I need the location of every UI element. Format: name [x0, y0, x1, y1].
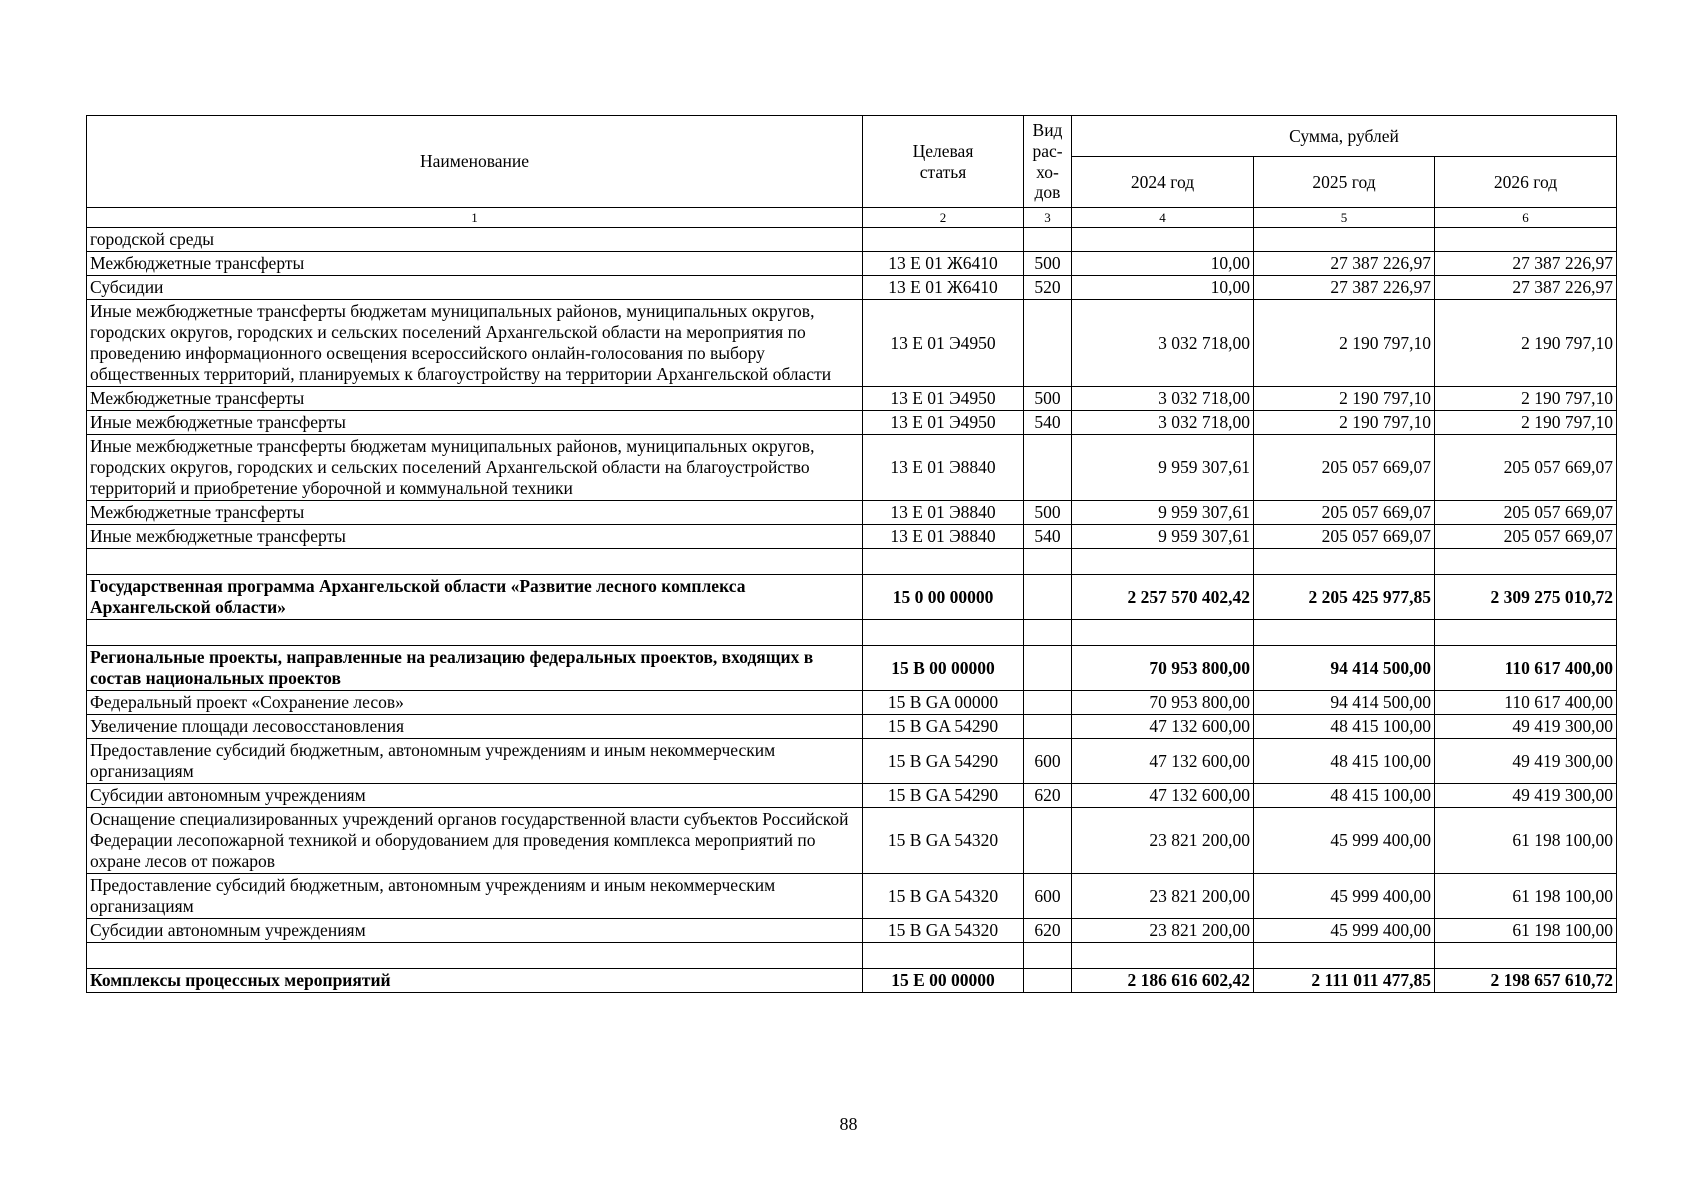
row-amount-2026-cell: 49 419 300,00 [1435, 715, 1617, 739]
row-amount-2025-cell: 2 190 797,10 [1254, 411, 1435, 435]
row-amount-2026-cell: 27 387 226,97 [1435, 252, 1617, 276]
table-body [87, 228, 1617, 993]
table-row [87, 715, 1617, 739]
row-name-cell: Иные межбюджетные трансферты бюджетам муниципальных районов, муниципальных округов, городских округов, городских и сельских поселений Архангельской области на благоустройство территорий и приобретение уборочной и коммунальной техники [87, 435, 863, 501]
header-code: Целевая статья [863, 116, 1024, 208]
row-vid-cell: 500 [1024, 501, 1072, 525]
row-amount-2026-cell: 205 057 669,07 [1435, 501, 1617, 525]
row-code-cell: 15 В GA 00000 [863, 691, 1024, 715]
row-code-cell: 13 Е 01 Э4950 [863, 300, 1024, 387]
row-vid-cell: 600 [1024, 874, 1072, 919]
row-amount-2025-cell [1254, 943, 1435, 969]
row-amount-2026-cell [1435, 228, 1617, 252]
table-row [87, 646, 1617, 691]
header-year-2026: 2026 год [1435, 157, 1617, 208]
row-amount-2024-cell: 3 032 718,00 [1072, 387, 1254, 411]
row-amount-2026-cell: 110 617 400,00 [1435, 646, 1617, 691]
row-amount-2025-cell: 45 999 400,00 [1254, 808, 1435, 874]
row-amount-2025-cell: 2 190 797,10 [1254, 300, 1435, 387]
row-amount-2025-cell: 205 057 669,07 [1254, 435, 1435, 501]
row-vid-cell [1024, 646, 1072, 691]
row-amount-2026-cell: 205 057 669,07 [1435, 525, 1617, 549]
row-amount-2024-cell: 70 953 800,00 [1072, 691, 1254, 715]
row-amount-2025-cell: 94 414 500,00 [1254, 646, 1435, 691]
row-amount-2024-cell: 23 821 200,00 [1072, 919, 1254, 943]
table-row [87, 784, 1617, 808]
column-number: 3 [1024, 208, 1072, 228]
row-name-cell: Межбюджетные трансферты [87, 387, 863, 411]
row-code-cell: 13 Е 01 Э8840 [863, 525, 1024, 549]
row-amount-2026-cell: 27 387 226,97 [1435, 276, 1617, 300]
row-amount-2026-cell: 2 190 797,10 [1435, 387, 1617, 411]
row-code-cell: 15 0 00 00000 [863, 575, 1024, 620]
row-amount-2026-cell: 61 198 100,00 [1435, 919, 1617, 943]
row-code-cell: 15 В GA 54290 [863, 739, 1024, 784]
table-row [87, 919, 1617, 943]
column-number: 5 [1254, 208, 1435, 228]
row-amount-2024-cell [1072, 228, 1254, 252]
row-amount-2025-cell: 205 057 669,07 [1254, 525, 1435, 549]
column-number: 1 [87, 208, 863, 228]
row-amount-2025-cell: 45 999 400,00 [1254, 874, 1435, 919]
row-amount-2024-cell: 3 032 718,00 [1072, 300, 1254, 387]
row-amount-2025-cell: 2 111 011 477,85 [1254, 969, 1435, 993]
row-vid-cell [1024, 808, 1072, 874]
row-vid-cell: 540 [1024, 411, 1072, 435]
row-code-cell: 15 В GA 54320 [863, 874, 1024, 919]
budget-table-container [86, 115, 1616, 993]
row-code-cell: 13 Е 01 Э8840 [863, 435, 1024, 501]
row-name-cell: Региональные проекты, направленные на реализацию федеральных проектов, входящих в состав национальных проектов [87, 646, 863, 691]
row-vid-cell [1024, 228, 1072, 252]
row-amount-2026-cell: 110 617 400,00 [1435, 691, 1617, 715]
row-amount-2024-cell: 10,00 [1072, 276, 1254, 300]
table-row-empty [87, 549, 1617, 575]
row-name-cell: Государственная программа Архангельской области «Развитие лесного комплекса Архангельской области» [87, 575, 863, 620]
row-vid-cell [1024, 300, 1072, 387]
row-code-cell: 15 В 00 00000 [863, 646, 1024, 691]
table-row [87, 525, 1617, 549]
row-amount-2025-cell: 48 415 100,00 [1254, 784, 1435, 808]
header-year-2025: 2025 год [1254, 157, 1435, 208]
row-amount-2026-cell [1435, 549, 1617, 575]
row-name-cell [87, 549, 863, 575]
row-amount-2024-cell: 47 132 600,00 [1072, 784, 1254, 808]
row-vid-cell [1024, 435, 1072, 501]
row-amount-2024-cell: 47 132 600,00 [1072, 739, 1254, 784]
row-code-cell: 15 В GA 54290 [863, 715, 1024, 739]
row-vid-cell [1024, 575, 1072, 620]
row-name-cell: Предоставление субсидий бюджетным, автономным учреждениям и иным некоммерческим организациям [87, 874, 863, 919]
row-amount-2024-cell: 3 032 718,00 [1072, 411, 1254, 435]
header-vid [1024, 116, 1072, 208]
row-vid-cell: 500 [1024, 387, 1072, 411]
row-amount-2025-cell: 45 999 400,00 [1254, 919, 1435, 943]
row-amount-2025-cell: 2 190 797,10 [1254, 387, 1435, 411]
table-row-empty [87, 943, 1617, 969]
row-code-cell: 13 Е 01 Э8840 [863, 501, 1024, 525]
row-amount-2024-cell: 70 953 800,00 [1072, 646, 1254, 691]
table-row [87, 739, 1617, 784]
row-vid-cell [1024, 943, 1072, 969]
table-row [87, 252, 1617, 276]
header-vid-line-1: Вид [1032, 120, 1063, 141]
table-row [87, 411, 1617, 435]
row-amount-2025-cell: 48 415 100,00 [1254, 739, 1435, 784]
table-row [87, 691, 1617, 715]
row-code-cell: 15 В GA 54290 [863, 784, 1024, 808]
table-row [87, 228, 1617, 252]
row-amount-2025-cell: 205 057 669,07 [1254, 501, 1435, 525]
table-row [87, 276, 1617, 300]
row-name-cell: Иные межбюджетные трансферты [87, 525, 863, 549]
row-name-cell: городской среды [87, 228, 863, 252]
row-amount-2026-cell: 61 198 100,00 [1435, 874, 1617, 919]
row-amount-2026-cell [1435, 620, 1617, 646]
row-name-cell: Федеральный проект «Сохранение лесов» [87, 691, 863, 715]
row-amount-2025-cell [1254, 620, 1435, 646]
row-amount-2024-cell: 10,00 [1072, 252, 1254, 276]
row-amount-2024-cell: 2 257 570 402,42 [1072, 575, 1254, 620]
row-code-cell [863, 620, 1024, 646]
row-vid-cell: 620 [1024, 784, 1072, 808]
row-amount-2024-cell: 23 821 200,00 [1072, 808, 1254, 874]
table-row-empty [87, 620, 1617, 646]
row-code-cell [863, 228, 1024, 252]
header-vid-line-4: дов [1034, 182, 1061, 203]
row-code-cell [863, 549, 1024, 575]
row-name-cell: Оснащение специализированных учреждений органов государственной власти субъектов Российской Федерации лесопожарной техникой и оборудованием для проведения комплекса мероприятий по охране лесов от пожаров [87, 808, 863, 874]
row-code-cell [863, 943, 1024, 969]
header-vid-line-2: рас- [1032, 140, 1063, 161]
row-amount-2026-cell [1435, 943, 1617, 969]
column-number-row [87, 208, 1617, 228]
table-row [87, 874, 1617, 919]
column-number: 2 [863, 208, 1024, 228]
table-row [87, 808, 1617, 874]
row-vid-cell [1024, 620, 1072, 646]
row-code-cell: 13 Е 01 Ж6410 [863, 252, 1024, 276]
row-vid-cell [1024, 691, 1072, 715]
row-amount-2024-cell: 2 186 616 602,42 [1072, 969, 1254, 993]
row-amount-2025-cell: 94 414 500,00 [1254, 691, 1435, 715]
header-year-2024: 2024 год [1072, 157, 1254, 208]
row-amount-2024-cell: 9 959 307,61 [1072, 435, 1254, 501]
row-name-cell [87, 620, 863, 646]
table-row [87, 501, 1617, 525]
row-code-cell: 13 Е 01 Э4950 [863, 411, 1024, 435]
row-amount-2025-cell [1254, 549, 1435, 575]
row-name-cell: Иные межбюджетные трансферты [87, 411, 863, 435]
row-amount-2026-cell: 49 419 300,00 [1435, 739, 1617, 784]
row-amount-2024-cell: 9 959 307,61 [1072, 501, 1254, 525]
row-vid-cell [1024, 969, 1072, 993]
column-number: 4 [1072, 208, 1254, 228]
table-row [87, 300, 1617, 387]
row-name-cell: Субсидии автономным учреждениям [87, 919, 863, 943]
row-name-cell: Комплексы процессных мероприятий [87, 969, 863, 993]
row-amount-2024-cell [1072, 620, 1254, 646]
row-code-cell: 13 Е 01 Э4950 [863, 387, 1024, 411]
row-amount-2025-cell [1254, 228, 1435, 252]
header-name: Наименование [87, 116, 863, 208]
table-row [87, 969, 1617, 993]
column-number: 6 [1435, 208, 1617, 228]
row-name-cell: Увеличение площади лесовосстановления [87, 715, 863, 739]
row-vid-cell: 520 [1024, 276, 1072, 300]
row-name-cell [87, 943, 863, 969]
row-amount-2026-cell: 2 309 275 010,72 [1435, 575, 1617, 620]
row-vid-cell: 600 [1024, 739, 1072, 784]
row-amount-2025-cell: 27 387 226,97 [1254, 276, 1435, 300]
row-name-cell: Иные межбюджетные трансферты бюджетам муниципальных районов, муниципальных округов, городских округов, городских и сельских поселений Архангельской области на мероприятия по проведению информационного освещения всероссийского онлайн-голосования по выбору общественных территорий, планируемых к благоустройству на территории Архангельской области [87, 300, 863, 387]
row-code-cell: 15 В GA 54320 [863, 808, 1024, 874]
row-name-cell: Межбюджетные трансферты [87, 501, 863, 525]
row-vid-cell: 500 [1024, 252, 1072, 276]
row-amount-2026-cell: 2 190 797,10 [1435, 411, 1617, 435]
row-amount-2024-cell: 9 959 307,61 [1072, 525, 1254, 549]
row-amount-2026-cell: 2 198 657 610,72 [1435, 969, 1617, 993]
table-row [87, 435, 1617, 501]
row-amount-2024-cell: 23 821 200,00 [1072, 874, 1254, 919]
row-name-cell: Предоставление субсидий бюджетным, автономным учреждениям и иным некоммерческим организациям [87, 739, 863, 784]
budget-table [86, 115, 1617, 993]
row-amount-2025-cell: 48 415 100,00 [1254, 715, 1435, 739]
row-amount-2026-cell: 61 198 100,00 [1435, 808, 1617, 874]
table-row [87, 575, 1617, 620]
row-code-cell: 13 Е 01 Ж6410 [863, 276, 1024, 300]
row-vid-cell [1024, 715, 1072, 739]
row-name-cell: Субсидии [87, 276, 863, 300]
header-row-top [87, 116, 1617, 157]
row-name-cell: Субсидии автономным учреждениям [87, 784, 863, 808]
row-vid-cell: 620 [1024, 919, 1072, 943]
row-amount-2026-cell: 2 190 797,10 [1435, 300, 1617, 387]
row-amount-2024-cell [1072, 943, 1254, 969]
row-amount-2026-cell: 205 057 669,07 [1435, 435, 1617, 501]
row-name-cell: Межбюджетные трансферты [87, 252, 863, 276]
row-vid-cell: 540 [1024, 525, 1072, 549]
row-vid-cell [1024, 549, 1072, 575]
row-code-cell: 15 Е 00 00000 [863, 969, 1024, 993]
row-amount-2024-cell: 47 132 600,00 [1072, 715, 1254, 739]
row-amount-2025-cell: 27 387 226,97 [1254, 252, 1435, 276]
table-row [87, 387, 1617, 411]
page-number: 88 [839, 1114, 858, 1134]
row-code-cell: 15 В GA 54320 [863, 919, 1024, 943]
row-amount-2024-cell [1072, 549, 1254, 575]
row-amount-2026-cell: 49 419 300,00 [1435, 784, 1617, 808]
row-amount-2025-cell: 2 205 425 977,85 [1254, 575, 1435, 620]
header-sum: Сумма, рублей [1072, 116, 1617, 157]
header-vid-line-3: хо- [1036, 161, 1059, 182]
